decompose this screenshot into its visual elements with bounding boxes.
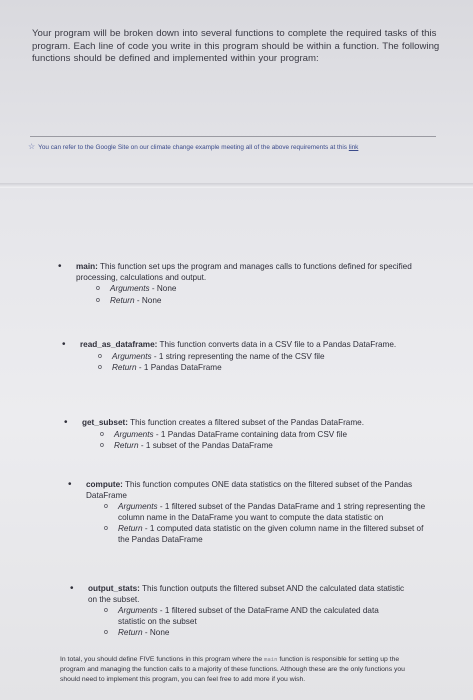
arguments-value: - 1 filtered subset of the Pandas DataFrame and 1 string representing the column name in the DataFrame you want to compute the data statistic on xyxy=(118,502,426,522)
function-description xyxy=(80,340,440,351)
function-arguments xyxy=(86,502,426,523)
circle-bullet-icon: o xyxy=(104,629,108,637)
arguments-value: - 1 Pandas DataFrame containing data from CSV file xyxy=(155,429,348,439)
intro-paragraph: Your program will be broken down into several functions to complete the required tasks of this program. Each line of code you write in this program should be within a function. The following functions should be defined and implemented within your program: xyxy=(32,28,440,64)
bullet-icon: • xyxy=(68,479,72,490)
function-name: read_as_dataframe: xyxy=(80,340,158,349)
circle-bullet-icon: o xyxy=(98,352,102,360)
arguments-value: - None xyxy=(151,284,177,294)
function-arguments xyxy=(76,284,436,295)
function-name: output_stats: xyxy=(88,584,140,593)
function-item-main xyxy=(58,261,436,306)
closing-paragraph xyxy=(60,655,420,684)
function-name: get_subset: xyxy=(82,418,128,427)
bullet-icon: • xyxy=(62,339,66,350)
circle-bullet-icon: o xyxy=(100,442,104,450)
function-item-read-as-dataframe xyxy=(62,339,440,374)
return-label: Return xyxy=(112,363,137,373)
arguments-label: Arguments xyxy=(110,284,150,294)
function-arguments xyxy=(80,352,440,363)
function-item-output-stats xyxy=(70,583,408,639)
circle-bullet-icon: o xyxy=(104,525,108,533)
bullet-icon: • xyxy=(64,417,68,428)
arguments-label: Arguments xyxy=(118,606,158,616)
function-return xyxy=(82,441,442,452)
arguments-label: Arguments xyxy=(112,351,152,361)
function-item-get-subset xyxy=(64,417,442,452)
function-description xyxy=(86,480,426,501)
return-value: - 1 computed data statistic on the given column name in the filtered subset of the Pandas DataFrame xyxy=(118,524,424,544)
function-desc: This function creates a filtered subset of the Pandas DataFrame. xyxy=(130,418,365,427)
closing-text-end: function is responsible for setting up the program and managing the function calls to a majority of these functions. Although these are the only functions you should need to implement this program, you can feel free to add more if you wish. xyxy=(60,656,405,683)
circle-bullet-icon: o xyxy=(104,503,108,511)
function-arguments xyxy=(82,430,442,441)
function-name: compute: xyxy=(86,480,123,489)
bullet-icon: • xyxy=(70,583,74,594)
divider-top xyxy=(30,136,436,137)
function-item-compute xyxy=(68,479,426,546)
function-desc: This function converts data in a CSV file to a Pandas DataFrame. xyxy=(159,340,397,349)
arguments-value: - 1 string representing the name of the CSV file xyxy=(153,351,325,361)
return-label: Return xyxy=(110,295,135,305)
circle-bullet-icon: o xyxy=(96,285,100,293)
return-value: - 1 Pandas DataFrame xyxy=(138,363,222,373)
return-value: - None xyxy=(144,628,170,638)
function-name: main: xyxy=(76,262,98,271)
function-description xyxy=(88,584,408,605)
function-return xyxy=(86,524,426,545)
function-description xyxy=(76,262,436,283)
divider-bottom xyxy=(0,183,473,188)
return-label: Return xyxy=(118,524,143,534)
function-arguments xyxy=(88,606,408,627)
closing-text-start: In total, you should define FIVE functions in this program where the xyxy=(60,656,263,663)
main-code-text: main xyxy=(264,657,278,663)
arguments-label: Arguments xyxy=(118,502,158,512)
function-description xyxy=(82,418,442,429)
circle-bullet-icon: o xyxy=(104,607,108,615)
return-label: Return xyxy=(118,628,143,638)
reference-link[interactable]: link xyxy=(348,144,359,151)
arguments-value: - 1 filtered subset of the DataFrame AND the calculated data statistic on the subset xyxy=(118,606,379,626)
circle-bullet-icon: o xyxy=(96,296,100,304)
function-desc: This function computes ONE data statistics on the filtered subset of the Pandas DataFrame xyxy=(86,480,413,500)
bullet-icon: • xyxy=(58,261,62,272)
function-desc: This function set ups the program and manages calls to functions defined for specified processing, calculations and output. xyxy=(76,262,412,282)
star-icon: ☆ xyxy=(28,142,36,151)
function-return xyxy=(76,296,436,307)
return-value: - 1 subset of the Pandas DataFrame xyxy=(140,441,273,451)
return-label: Return xyxy=(114,441,139,451)
circle-bullet-icon: o xyxy=(98,364,102,372)
function-desc: This function outputs the filtered subset AND the calculated data statistic on the subset. xyxy=(88,584,405,604)
arguments-label: Arguments xyxy=(114,429,154,439)
circle-bullet-icon: o xyxy=(100,430,104,438)
reference-note-text: You can refer to the Google Site on our climate change example meeting all of the above requirements at this xyxy=(38,144,347,151)
function-return xyxy=(80,363,440,374)
return-value: - None xyxy=(136,295,162,305)
function-return xyxy=(88,628,408,639)
reference-note xyxy=(28,142,448,151)
